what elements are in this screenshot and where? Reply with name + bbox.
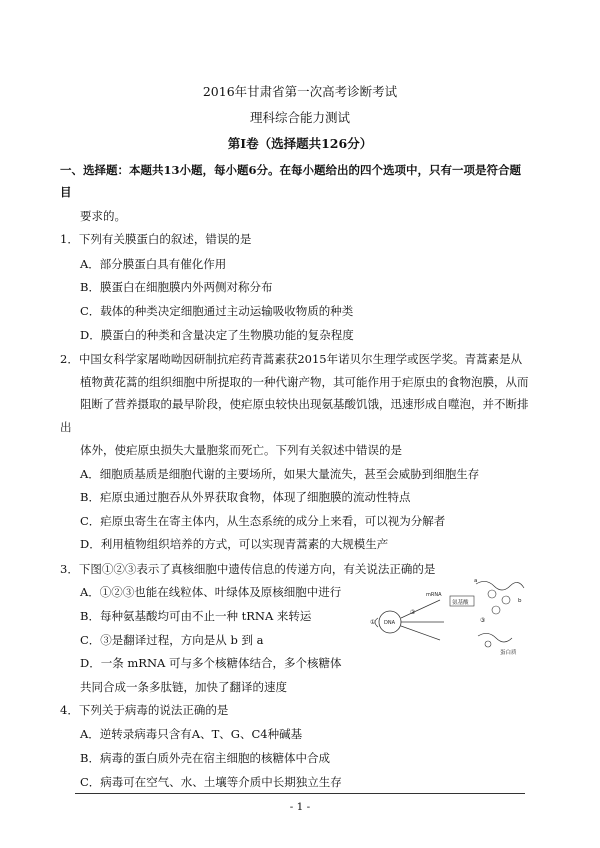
section-intro-line2: 目	[60, 185, 72, 199]
protein-chain	[478, 633, 512, 642]
q2-option-c: C．疟原虫寄生在寄主体内，从生态系统的成分上来看，可以视为分解者	[80, 514, 446, 528]
q3-stem: 3．下图①②③表示了真核细胞中遗传信息的传递方向，有关说法正确的是	[60, 562, 436, 576]
arrow-to-mrna	[401, 600, 440, 618]
footer-rule	[75, 793, 525, 794]
dna-self-arrow	[375, 618, 378, 627]
q2-option-d: D．利用植物组织培养的方式，可以实现青蒿素的大规模生产	[80, 537, 389, 551]
label-2: ②	[410, 609, 416, 616]
q3-option-b: B．每种氨基酸均可由不止一种 tRNA 来转运	[80, 609, 312, 623]
volume-title: 第Ⅰ卷（选择题共126分）	[227, 136, 373, 151]
q1-option-c: C．载体的种类决定细胞通过主动运输吸收物质的种类	[80, 304, 354, 318]
q2-stem-line2: 植物黄花蒿的组织细胞中所提取的一种代谢产物，其可能作用于疟原虫的食物泡膜，从而	[80, 375, 529, 389]
q3-option-c: C．③是翻译过程，方向是从 b 到 a	[80, 633, 264, 647]
ribosome-3	[492, 606, 500, 614]
q1-stem: 1．下列有关膜蛋白的叙述，错误的是	[60, 232, 252, 246]
label-protein: 蛋白质	[500, 650, 517, 656]
q2-stem-line4: 出	[60, 420, 72, 434]
q4-option-a: A．逆转录病毒只含有A、T、G、C4种碱基	[80, 727, 303, 741]
q2-stem-line3: 阻断了营养摄取的最早阶段，使疟原虫较快出现氨基酸饥饿，迅速形成自噬泡，并不断排	[80, 397, 529, 411]
ribosome-2	[502, 596, 510, 604]
gene-expression-figure	[368, 574, 528, 659]
page-number: - 1 -	[289, 801, 311, 813]
q3-option-d-cont: 共同合成一条多肽链，加快了翻译的速度	[80, 680, 287, 694]
q1-option-a: A．部分膜蛋白具有催化作用	[80, 257, 227, 271]
q1-option-d: D．膜蛋白的种类和含量决定了生物膜功能的复杂程度	[80, 328, 354, 342]
label-3: ③	[480, 617, 486, 624]
label-b: b	[518, 598, 522, 604]
exam-title: 2016年甘肃省第一次高考诊断考试	[202, 84, 398, 99]
q3-option-a: A．①②③也能在线粒体、叶绿体及原核细胞中进行	[80, 585, 342, 599]
subject-title: 理科综合能力测试	[249, 110, 350, 125]
label-1: ①	[370, 619, 376, 626]
label-dna: DNA	[384, 620, 396, 626]
label-mrna: mRNA	[426, 592, 442, 598]
ribosome-1	[488, 590, 496, 598]
q2-stem-line1: 2．中国女科学家屠呦呦因研制抗疟药青蒿素获2015年诺贝尔生理学或医学奖。青蒿素是从	[60, 352, 523, 366]
q4-stem: 4．下列关于病毒的说法正确的是	[60, 703, 229, 717]
label-amino-acid: 氨基酸	[452, 600, 469, 606]
q4-option-c: C．病毒可在空气、水、土壤等介质中长期独立生存	[80, 775, 342, 789]
section-intro-line1: 一、选择题：本题共13小题，每小题6分。在每小题给出的四个选项中，只有一项是符合题	[60, 163, 522, 177]
q2-stem-line5: 体外，使疟原虫损失大量胞浆而死亡。下列有关叙述中错误的是	[80, 443, 402, 457]
q2-option-b: B．疟原虫通过胞吞从外界获取食物，体现了细胞膜的流动性特点	[80, 490, 411, 504]
section-intro-line3: 要求的。	[80, 209, 126, 223]
label-a: a	[474, 578, 478, 584]
q3-option-d: D．一条 mRNA 可与多个核糖体结合，多个核糖体	[80, 656, 342, 670]
arrow-to-rrna	[401, 626, 440, 640]
q4-option-b: B．病毒的蛋白质外壳在宿主细胞的核糖体中合成	[80, 751, 330, 765]
protein-dot	[485, 641, 491, 647]
mrna-strand	[476, 581, 524, 590]
q1-option-b: B．膜蛋白在细胞膜内外两侧对称分布	[80, 280, 273, 294]
q2-option-a: A．细胞质基质是细胞代谢的主要场所，如果大量流失，甚至会威胁到细胞生存	[80, 467, 480, 481]
